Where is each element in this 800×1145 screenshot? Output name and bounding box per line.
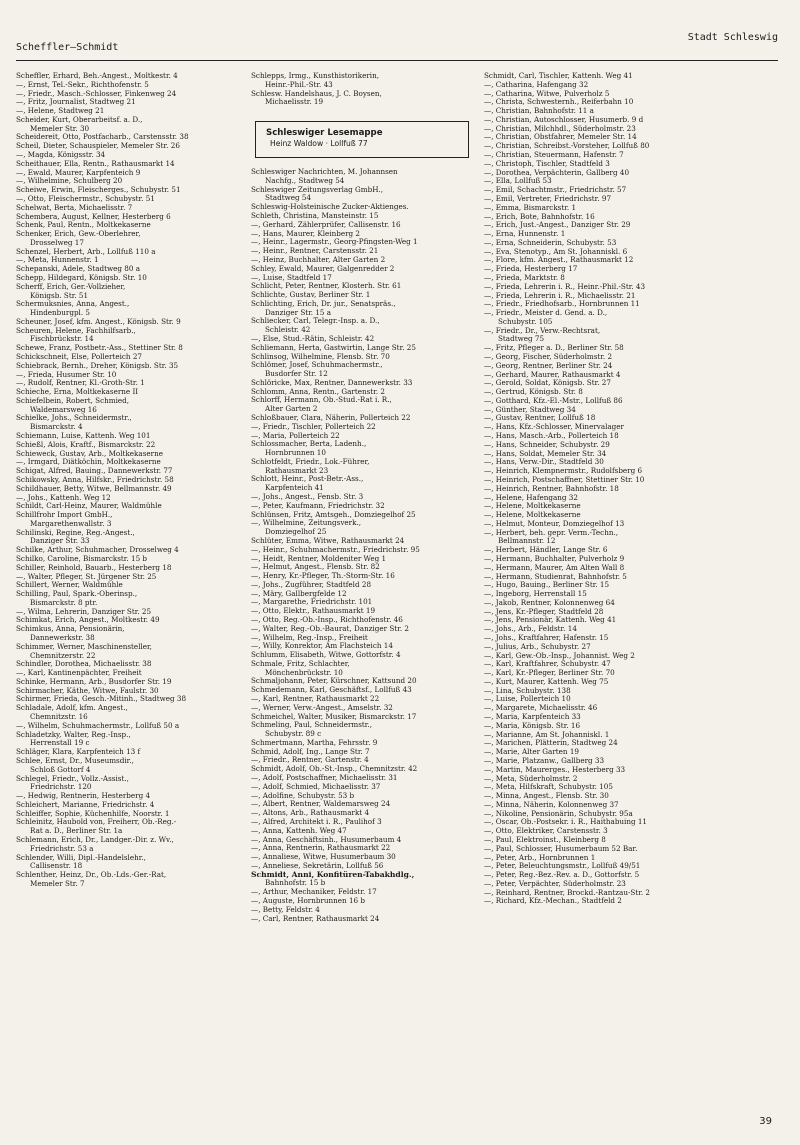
directory-entry: —, Johs., Kraftfahrer, Hafenstr. 15 (484, 634, 609, 642)
directory-entry: —, Jens, Pensionär, Kattenh. Weg 41 (484, 616, 617, 625)
directory-entry: —, Marichen, Plätterin, Stadtweg 24 (484, 739, 618, 748)
directory-entry: —, Minna, Angest., Flensb. Str. 30 (484, 792, 609, 801)
directory-entry: Schladetzky, Walter, Reg.-Insp., (16, 730, 131, 739)
directory-entry: —, Peter, Reg.-Bez.-Rev. a. D., Gottorfstr. 5 (484, 871, 640, 880)
directory-entry: —, Otto, Reg.-Ob.-Insp., Richthofenstr. 46 (251, 615, 403, 624)
directory-entry: —, Nikoline, Pensionärin, Schubystr. 95a (484, 809, 633, 818)
directory-entry: Schlicht, Peter, Rentner, Klosterh. Str. 61 (251, 282, 402, 291)
directory-entry: Schilke, Arthur, Schuhmacher, Drosselweg 4 (16, 546, 179, 555)
advertisement-subtitle: Heinz Waldow · Lollfuß 77 (270, 139, 368, 149)
directory-entry-continuation: Memeler Str. 30 (30, 124, 90, 133)
directory-entry: —, Heinr., Schuhmachermstr., Friedrichstr. 95 (251, 545, 420, 554)
directory-entry: —, Hans, Kfz.-Schlosser, Minervalager (484, 423, 624, 432)
directory-entry: —, Johs., Angest., Fensb. Str. 3 (251, 493, 364, 502)
directory-entry: —, Frieda, Husumer Str. 10 (16, 370, 117, 379)
directory-entry: Schleswiger Zeitungsverlag GmbH., (251, 185, 384, 194)
directory-entry: —, Hans, Schneider, Schubystr. 29 (484, 440, 610, 449)
directory-entry: —, Minna, Näherin, Kolonnenweg 37 (484, 800, 619, 809)
directory-entry: —, Christian, Obstfahrer, Memeler Str. 14 (484, 133, 637, 142)
directory-entry: Schmale, Fritz, Schlachter, (251, 659, 350, 668)
directory-entry: —, Paul, Schlosser, Husumerbaum 52 Bar. (484, 844, 638, 853)
directory-entry-continuation: Danziger Str. 15 a (265, 308, 332, 317)
directory-entry: Schlichte, Gustav, Berliner Str. 1 (251, 291, 371, 300)
directory-entry: Schilinski, Regine, Reg.-Angest., (16, 528, 135, 537)
directory-entry: —, Friedr., Masch.-Schlosser, Finkenweg 24 (16, 89, 177, 98)
directory-entry: —, Christian, Milchhdl., Süderholmstr. 23 (484, 124, 636, 133)
directory-entry: —, Hans, Masch.-Arb., Pollerteich 18 (484, 432, 619, 441)
directory-entry: —, Peter, Beleuchtungsmstr., Lollfuß 49/51 (484, 862, 641, 871)
directory-entry: Schelwat, Berta, Michaelisstr. 7 (16, 203, 133, 212)
directory-entry-continuation: Margarethenwallstr. 3 (30, 519, 112, 528)
directory-entry-continuation: Fischbrückstr. 14 (30, 335, 94, 344)
directory-entry: —, Ella, Lollfuß 53 (484, 177, 552, 186)
directory-entry: —, Willy, Konrektor, Am Flachsteich 14 (251, 642, 393, 651)
directory-entry: Schinke, Hermann, Arb., Busdorfer Str. 19 (16, 677, 172, 686)
directory-entry: —, Alfred, Architekt i. R., Paulihof 3 (251, 817, 382, 826)
directory-entry: Schlömer, Josef, Schuhmachermstr., (251, 361, 383, 370)
directory-entry: —, Christian, Schreibst.-Vorsteher, Lollfuß 80 (484, 142, 650, 151)
directory-entry: —, Friedr., Dr., Verw.-Rechtsrat, (484, 326, 601, 335)
directory-entry: —, Albert, Rentner, Waldemarsweg 24 (251, 800, 391, 809)
directory-entry: —, Gerhard, Maurer, Rathausmarkt 4 (484, 370, 621, 379)
directory-entry: Schlinsog, Wilhelmine, Flensb. Str. 70 (251, 352, 390, 361)
directory-entry: —, Gotthard, Kfz.-El.-Mstr., Lollfuß 86 (484, 396, 623, 405)
directory-entry: Schleichert, Marianne, Friedrichstr. 4 (16, 800, 155, 809)
directory-entry: —, Peter, Kaufmann, Friedrichstr. 32 (251, 501, 385, 510)
directory-entry: —, Gerold, Soldat, Königsb. Str. 27 (484, 379, 611, 388)
directory-entry: —, Erna, Hunnenstr. 1 (484, 230, 566, 239)
directory-entry: —, Peter, Verpächter, Süderholmstr. 23 (484, 879, 626, 888)
directory-entry: Schickschneit, Else, Pollerteich 27 (16, 353, 142, 361)
directory-entry-continuation: Heinr.-Phil.-Str. 43 (265, 80, 333, 89)
directory-entry-continuation: Chemnitzerstr. 22 (30, 651, 96, 660)
directory-entry: Schlüter, Emma, Witwe, Rathausmarkt 24 (251, 536, 405, 545)
directory-entry-continuation: Mönchenbrückstr. 10 (265, 668, 343, 677)
directory-entry: —, Altons, Arb., Rathausmarkt 4 (251, 809, 370, 818)
directory-entry: Schimkat, Erich, Angest., Moltkestr. 49 (16, 616, 160, 625)
directory-entry: —, Heinz, Buchhalter, Alter Garten 2 (251, 255, 386, 264)
directory-entry: Scheffler, Erhard, Beh.-Angest., Moltkestr. 4 (16, 72, 178, 80)
directory-entry: —, Adolf, Schmied, Michaelisstr. 37 (251, 782, 381, 791)
directory-entry-continuation: Callisenstr. 18 (30, 862, 83, 871)
directory-entry: —, Anna, Rentnerin, Rathausmarkt 22 (251, 844, 391, 853)
directory-entry-continuation: Bismarckstr. 4 (30, 423, 83, 432)
directory-entry-continuation: Schubystr. 89 c (265, 730, 322, 739)
directory-entry: Schläger, Klara, Karpfenteich 13 f (16, 748, 141, 757)
directory-entry: Schiller, Reinhold, Bauarb., Hesterberg 18 (16, 563, 172, 572)
directory-entry: Scheuner, Josef, kfm. Angest., Königsb. Str. 9 (16, 317, 181, 326)
directory-entry: —, Ingeborg, Herrenstall 15 (484, 590, 587, 599)
directory-entry: Schepanski, Adele, Stadtweg 80 a (16, 265, 141, 274)
directory-entry: Schermuksnies, Anna, Angest., (16, 300, 130, 309)
directory-entry: Schmaljohann, Peter, Kürschner, Kattsund 20 (251, 677, 417, 686)
directory-entry: Schleiffer, Sophie, Küchenhilfe, Noorstr. 1 (16, 809, 170, 818)
directory-entry: —, Helene, Hafengang 32 (484, 493, 578, 502)
directory-entry: —, Ewald, Maurer, Karpfenteich 9 (16, 168, 141, 177)
directory-entry: —, Carl, Rentner, Rathausmarkt 24 (251, 914, 380, 923)
directory-entry: Schleinitz, Haubold von, Freiherr, Ob.-Reg.- (16, 818, 177, 827)
column-3 (484, 72, 720, 906)
directory-entry-continuation: Karpfenteich 41 (265, 484, 324, 493)
directory-entry-continuation: Hindenburgpl. 5 (30, 309, 90, 318)
directory-entry: Schlegel, Friedr., Vollz.-Assist., (16, 774, 129, 783)
directory-entry: —, Christian, Autoschlosser, Husumerb. 9 d (484, 115, 644, 124)
directory-entry: Scheil, Dieter, Schauspieler, Memeler Str. 26 (16, 142, 180, 151)
directory-entry: Schildt, Carl-Heinz, Maurer, Waldmühle (16, 502, 162, 511)
directory-entry: —, Hermann, Buchhalter, Pulverholz 9 (484, 554, 625, 563)
directory-entry: —, Hans, Maurer, Kleinberg 2 (251, 229, 360, 238)
directory-entry: —, Marie, Platzanw., Gallberg 33 (484, 756, 605, 765)
directory-entry: Schliemann, Herta, Gastwirtin, Lange Str. 25 (251, 343, 416, 352)
directory-entry: Schlepps, Irmg., Kunsthistorikerin, (251, 72, 380, 80)
directory-entry: Schlünsen, Fritz, Amtsgeh., Domziegelhof 25 (251, 510, 416, 519)
directory-entry: —, Helmut, Monteur, Domziegelhof 13 (484, 519, 625, 528)
directory-entry: Schigat, Alfred, Bauing., Dannewerkstr. 77 (16, 467, 173, 476)
directory-entry: —, Wilhelm, Schuhmachermstr., Lollfuß 50 a (16, 721, 180, 730)
directory-entry: —, Christian, Steuermann, Hafenstr. 7 (484, 151, 624, 160)
directory-entry: —, Julius, Arb., Schubystr. 27 (484, 642, 591, 651)
directory-entry: —, Fritz, Pfleger a. D., Berliner Str. 58 (484, 344, 624, 353)
directory-entry: —, Frieda, Marktstr. 8 (484, 273, 565, 282)
directory-entry: —, Johs., Kattenh. Weg 12 (16, 493, 111, 502)
directory-entry: —, Frieda, Hesterberg 17 (484, 265, 578, 274)
directory-entry: —, Herbert, Händler, Lange Str. 6 (484, 546, 608, 555)
directory-entry-continuation: Busdorfer Str. 12 (265, 370, 328, 379)
directory-entry: —, Walter, Reg.-Ob.-Baurat, Danziger Str. 2 (251, 624, 409, 633)
page-number: 39 (759, 1116, 772, 1127)
directory-entry: —, Otto, Elektr., Rathausmarkt 19 (251, 607, 376, 616)
directory-entry: —, Frieda, Lehrerin i. R., Michaelisstr. 21 (484, 291, 636, 300)
directory-entry-continuation: Bahnhofstr. 15 b (265, 879, 326, 888)
directory-entry: —, Johs., Zugführer, Stadtfeld 28 (251, 580, 372, 589)
directory-entry: —, Gertrud, Königsb. Str. 8 (484, 388, 583, 397)
advertisement-title: Schleswiger Lesemappe (266, 128, 383, 139)
directory-entry: —, Meta, Süderholmstr. 2 (484, 774, 578, 783)
directory-entry: —, Friedr., Friedhofsarb., Hornbrunnen 11 (484, 300, 640, 309)
directory-entry: Schlotfeldt, Friedr., Lok.-Führer, (251, 457, 370, 466)
directory-entry: —, Jens, Kr.-Pfleger, Stadtfeld 28 (484, 607, 604, 616)
directory-entry: —, Friedr., Tischler, Pollerteich 22 (251, 422, 376, 431)
directory-entry: —, Anneliese, Sekretärin, Lollfuß 56 (251, 861, 384, 870)
directory-entry: Scheuren, Helene, Fachhilfsarb., (16, 326, 136, 335)
directory-entry: —, Maria, Pollerteich 22 (251, 431, 340, 440)
directory-entry: Schlomm, Anna, Rentn., Gartenstr. 2 (251, 387, 385, 396)
directory-entry-continuation: Waldemarsweg 16 (30, 405, 97, 414)
directory-entry: —, Hermann, Studienrat, Bahnhofstr. 5 (484, 572, 627, 581)
directory-entry: —, Betty, Feldstr. 4 (251, 905, 320, 914)
directory-entry: —, Walter, Pfleger, St. Jürgener Str. 25 (16, 572, 157, 581)
directory-entry: Schlumm, Elisabeth, Witwe, Gottorfstr. 4 (251, 651, 401, 660)
directory-entry: Scheider, Kurt, Oberarbeitsf. a. D., (16, 115, 143, 124)
directory-entry: Schlee, Ernst, Dr., Museumsdir., (16, 756, 134, 765)
directory-entry: —, Irmgard, Diätköchin, Moltkekaserne (16, 458, 161, 467)
directory-entry: Schiemann, Luise, Kattenh. Weg 101 (16, 432, 151, 441)
directory-entry-continuation: Rat a. D., Berliner Str. 1a (30, 827, 123, 836)
directory-entry: —, Meta, Hilfskraft, Schubystr. 105 (484, 783, 613, 792)
directory-entry-continuation: Herrenstall 19 c (30, 739, 90, 748)
directory-entry: Schiebrack, Bernh., Dreher, Königsb. Str. 35 (16, 361, 179, 370)
directory-entry: —, Margarethe, Friedrichstr. 101 (251, 598, 373, 607)
directory-entry: —, Dorothea, Verpächterin, Gallberg 40 (484, 168, 630, 177)
directory-entry: —, Lina, Schubystr. 138 (484, 686, 571, 695)
directory-entry: —, Annaliese, Witwe, Husumerbaum 30 (251, 853, 396, 862)
directory-entry: —, Ernst, Tel.-Sekr., Richthofenstr. 5 (16, 80, 149, 89)
directory-entry: —, Magda, Königsstr. 34 (16, 151, 106, 160)
directory-entry: —, Hedwig, Rentnerin, Hesterberg 4 (16, 792, 151, 801)
directory-entry: Schmeling, Paul, Schneidermstr., (251, 721, 372, 730)
directory-entry: —, Martin, Maurerges., Hesterberg 33 (484, 765, 626, 774)
directory-entry: Schildhauer, Betty, Witwe, Bellmannstr. 49 (16, 484, 172, 493)
directory-entry: Schieweck, Gustav, Arb., Moltkekaserne (16, 449, 163, 458)
directory-entry: —, Gustav, Rentner, Lollfuß 18 (484, 414, 596, 423)
directory-entry: —, Johs., Arb., Feldstr. 14 (484, 625, 577, 634)
directory-entry: —, Gerhard, Zählerprüfer, Callisenstr. 16 (251, 220, 401, 229)
directory-entry: —, Emil, Schachtmstr., Friedrichstr. 57 (484, 186, 627, 195)
directory-entry: —, Oscar, Ob.-Postsekr. i. R., Haithabuing 11 (484, 818, 648, 827)
directory-entry: —, Arthur, Mechaniker, Feldstr. 17 (251, 888, 377, 897)
directory-entry: —, Friedr., Meister d. Gend. a. D., (484, 309, 608, 318)
directory-entry-continuation: Alter Garten 2 (265, 405, 318, 414)
directory-entry: —, Maria, Karpfenteich 33 (484, 713, 581, 722)
directory-entry-continuation: Schleistr. 42 (265, 326, 311, 335)
directory-entry: —, Karl, Kantinenpächter, Freiheit (16, 669, 142, 678)
column-1 (16, 72, 252, 889)
directory-entry: —, Erich, Just.-Angest., Danziger Str. 29 (484, 221, 631, 230)
directory-entry: Schlichting, Erich, Dr. jur., Senatspräs., (251, 299, 396, 308)
directory-entry: —, Hans, Soldat, Memeler Str. 34 (484, 449, 607, 458)
directory-entry: —, Wilma, Lehrerin, Danziger Str. 25 (16, 607, 152, 616)
directory-entry: Schießl, Alois, Kraftf., Bismarckstr. 22 (16, 440, 156, 449)
directory-entry: —, Marianne, Am St. Johanniskl. 1 (484, 730, 610, 739)
directory-entry: —, Frieda, Lehrerin i. R., Heinr.-Phil.-Str. 43 (484, 282, 646, 291)
directory-entry: —, Marie, Alter Garten 19 (484, 748, 579, 757)
directory-entry: Schirmer, Frieda, Gesch.-Mitinh., Stadtweg 38 (16, 695, 187, 704)
directory-entry: —, Flore, kfm. Angest., Rathausmarkt 12 (484, 256, 634, 265)
advertisement-box (255, 121, 469, 158)
directory-entry-continuation: Stadtweg 54 (265, 194, 312, 203)
directory-entry: Schlöricke, Max, Rentner, Dannewerkstr. 33 (251, 378, 413, 387)
directory-entry: Schenk, Paul, Rentn., Moltkekaserne (16, 221, 151, 230)
directory-entry: Schmeichel, Walter, Musiker, Bismarckstr. 17 (251, 712, 417, 721)
directory-entry: Schmidt, Anni, Konfitüren-Tabakhdlg., (251, 870, 415, 879)
directory-entry: —, Heidt, Rentner, Moldeniter Weg 1 (251, 554, 387, 563)
directory-entry: Schlesw. Handelshaus, J. C. Boysen, (251, 89, 382, 98)
directory-entry: —, Helene, Stadtweg 21 (16, 107, 105, 116)
directory-entry-continuation: Memeler Str. 7 (30, 879, 85, 888)
directory-entry: —, Werner, Verw.-Angest., Amselstr. 32 (251, 703, 393, 712)
directory-entry: —, Henry, Kr.-Pfleger, Th.-Storm-Str. 16 (251, 572, 395, 581)
directory-entry: —, Hermann, Maurer, Am Alten Wall 8 (484, 563, 625, 572)
directory-entry: —, Adolf, Postschaffner, Michaelisstr. 31 (251, 774, 398, 783)
directory-entry-continuation: Nachfg., Stadtweg 54 (265, 176, 345, 185)
directory-entry: —, Otto, Elektriker, Carstensstr. 3 (484, 827, 608, 836)
directory-entry: Schiefelbein, Robert, Schmied, (16, 396, 130, 405)
directory-entry-continuation: Bismarckstr. 8 ptr. (30, 598, 98, 607)
directory-entry: Scheidereit, Otto, Postfacharb., Carstensstr. 38 (16, 133, 189, 142)
directory-entry: —, Peter, Arb., Hornbrunnen 1 (484, 853, 596, 862)
directory-entry: Schmedemann, Karl, Geschäftsf., Lollfuß 43 (251, 686, 412, 695)
directory-entry: Scherff, Erich, Ger.-Vollzieher, (16, 282, 126, 291)
directory-entry: —, Margarete, Michaelisstr. 46 (484, 704, 598, 713)
directory-entry-continuation: Stadtweg 75 (498, 335, 545, 344)
directory-entry: Schikowsky, Anna, Hilfskr., Friedrichstr. 58 (16, 475, 174, 484)
directory-entry: Schepp, Hildegard, Königsb. Str. 10 (16, 273, 147, 282)
directory-entry: Schliecker, Carl, Telegr.-Insp. a. D., (251, 317, 380, 326)
directory-entry: —, Jakob, Rentner, Kolonnenweg 64 (484, 598, 615, 607)
directory-entry-continuation: Domziegelhof 25 (265, 528, 327, 537)
directory-entry: Schlemann, Erich, Dr., Landger.-Dir. z. Wv., (16, 835, 174, 844)
directory-entry: Schleswiger Nachrichten, M. Johannsen (251, 168, 398, 177)
directory-entry: —, Kurt, Maurer, Kattenh. Weg 75 (484, 677, 609, 686)
directory-entry-continuation: Hornbrunnen 10 (265, 449, 326, 458)
directory-entry: Schmidt, Adolf, Ob.-St.-Insp., Chemnitzstr. 42 (251, 765, 418, 774)
directory-entry: —, Christa, Schwesternh., Reiferbahn 10 (484, 98, 634, 107)
directory-entry: —, Karl, Gew.-Ob.-Insp., Johannist. Weg 2 (484, 651, 635, 660)
directory-entry: —, Heinrich, Postschaffner, Stettiner Str. 10 (484, 475, 645, 484)
directory-entry: Schilko, Caroline, Bismarckstr. 15 b (16, 554, 148, 563)
directory-entry: Schenker, Erich, Gew.-Oberlehrer, (16, 230, 141, 239)
directory-entry-continuation: Chemnitzstr. 16 (30, 713, 88, 722)
directory-entry: —, Meta, Hunnenstr. 1 (16, 256, 99, 265)
directory-entry: —, Luise, Pollerteich 10 (484, 695, 571, 704)
directory-entry: —, Erich, Bote, Bahnhofstr. 16 (484, 212, 595, 221)
directory-entry-continuation: Drosselweg 17 (30, 238, 84, 247)
directory-entry: —, Helene, Moltkekaserne (484, 502, 581, 511)
directory-entry-continuation: Michaelisstr. 19 (265, 98, 324, 107)
directory-entry: —, Paul, Elektroinst., Kleinberg 8 (484, 835, 606, 844)
directory-entry: —, Helene, Moltkekaserne (484, 511, 581, 520)
directory-entry: —, Karl, Rentner, Rathausmarkt 22 (251, 695, 380, 703)
directory-entry: —, Otto, Fleischermstr., Schubystr. 51 (16, 194, 155, 203)
directory-entry: Schirmacher, Käthe, Witwe, Faulstr. 30 (16, 686, 159, 695)
directory-entry: Schimkus, Anna, Pensionärin, (16, 625, 125, 634)
directory-entry: —, Rudolf, Rentner, Kl.-Groth-Str. 1 (16, 379, 145, 388)
directory-entry: Scheithauer, Ella, Rentn., Rathausmarkt 14 (16, 159, 175, 168)
directory-entry: —, Catharina, Hafengang 32 (484, 80, 589, 89)
directory-entry: Schlenther, Heinz, Dr., Ob.-Lds.-Ger.-Rat, (16, 871, 167, 880)
directory-entry: Schleswig-Holsteinische Zucker-Aktienges. (251, 203, 409, 212)
directory-entry: Schilling, Paul, Spark.-Oberinsp., (16, 590, 138, 599)
directory-entry: —, Fritz, Journalist, Stadtweg 21 (16, 98, 136, 107)
directory-entry: Schley, Ewald, Maurer, Galgenredder 2 (251, 264, 395, 273)
directory-entry: —, Günther, Stadtweg 34 (484, 405, 576, 414)
directory-entry-continuation: Rathausmarkt 23 (265, 466, 329, 475)
directory-entry: Schmertmann, Martha, Fehrsstr. 9 (251, 738, 378, 747)
directory-entry: —, Luise, Stadtfeld 17 (251, 273, 332, 282)
directory-entry: Schenzel, Herbert, Arb., Lollfuß 110 a (16, 247, 156, 256)
header-city: Stadt Schleswig (687, 32, 778, 43)
directory-entry-continuation: Danziger Str. 33 (30, 537, 90, 546)
directory-entry-continuation: Bellmannstr. 12 (498, 537, 556, 546)
directory-entry: Schlorff, Hermann, Ob.-Stud.-Rat i. R., (251, 396, 392, 405)
directory-entry: —, Adolfine, Schubystr. 53 b (251, 791, 355, 800)
directory-entry: —, Hans, Verw.-Dir., Stadtfeld 30 (484, 458, 604, 467)
directory-entry: —, Märy, Gallbergfelde 12 (251, 589, 347, 598)
directory-entry: Schillfrohr Import GmbH., (16, 511, 113, 520)
header-rule (16, 60, 778, 61)
directory-entry: —, Helmut, Angest., Flensb. Str. 82 (251, 563, 380, 572)
header-range: Scheffler—Schmidt (16, 42, 119, 53)
directory-entry-continuation: Friedrichstr. 53 a (30, 844, 94, 853)
directory-entry: Schewe, Franz, Postbetr.-Ass., Stettiner Str. 8 (16, 344, 183, 353)
directory-entry: Scheiwe, Erwin, Fleischerges., Schubystr. 51 (16, 186, 181, 195)
directory-entry: —, Erna, Schneiderin, Schubystr. 53 (484, 238, 617, 247)
directory-entry: —, Georg, Rentner, Berliner Str. 24 (484, 361, 613, 370)
directory-entry: —, Eva, Stenotyp., Am St. Johanniskl. 6 (484, 247, 628, 256)
directory-entry: —, Heinr., Rentner, Carstensstr. 21 (251, 247, 379, 256)
directory-entry-continuation: Dannewerkstr. 38 (30, 634, 95, 642)
directory-entry: —, Christoph, Tischler, Stadtfeld 3 (484, 159, 610, 168)
directory-entry: Schloßbauer, Clara, Näherin, Pollerteich 22 (251, 414, 411, 422)
directory-entry: —, Georg, Fischer, Süderholmstr. 2 (484, 353, 613, 361)
directory-entry: —, Karl, Kr.-Pfleger, Berliner Str. 70 (484, 669, 615, 678)
directory-entry: —, Heinrich, Klempnermstr., Rudolfsberg 6 (484, 467, 643, 476)
directory-entry: Schlossmacher, Berta, Ladenh., (251, 440, 367, 449)
directory-entry: Schleth, Christina, Mansteinstr. 15 (251, 212, 379, 221)
directory-entry: —, Emil, Vertreter, Friedrichstr. 97 (484, 194, 612, 203)
directory-entry: Schielke, Johs., Schneidermstr., (16, 414, 132, 423)
column-2 (251, 72, 487, 923)
directory-entry: —, Heinrich, Rentner, Bahnhofstr. 18 (484, 484, 619, 493)
directory-entry: Schimmer, Werner, Maschinensteller, (16, 642, 152, 651)
directory-entry-continuation: Schubystr. 105 (498, 317, 553, 326)
directory-entry: —, Auguste, Hornbrunnen 16 b (251, 896, 365, 905)
directory-entry: —, Hugo, Bauing., Berliner Str. 15 (484, 581, 610, 590)
directory-entry-continuation: Friedrichstr. 120 (30, 783, 92, 792)
directory-entry: Schladale, Adolf, kfm. Angest., (16, 704, 128, 713)
directory-entry-continuation: Königsb. Str. 51 (30, 291, 89, 300)
directory-entry: —, Christian, Bahnhofstr. 11 a (484, 107, 594, 116)
directory-entry: —, Richard, Kfz.-Mechan., Stadtfeld 2 (484, 897, 622, 906)
directory-entry: —, Friedr., Rentner, Gartenstr. 4 (251, 756, 369, 765)
directory-entry: —, Wilhelm, Reg.-Insp., Freiheit (251, 633, 368, 642)
directory-entry: Schlender, Willi, Dipl.-Handelslehr., (16, 853, 146, 862)
directory-entry: —, Anna, Kattenh. Weg 47 (251, 826, 347, 835)
directory-entry: —, Karl, Kraftfahrer, Schubystr. 47 (484, 660, 611, 669)
directory-entry: Schieche, Erna, Moltkekaserne II (16, 388, 139, 397)
directory-entry: —, Wilhelmine, Schulberg 20 (16, 177, 123, 186)
directory-entry: —, Heinr., Lagermstr., Georg-Pfingsten-Weg 1 (251, 238, 418, 247)
directory-entry: —, Herbert, beh. gepr. Verm.-Techn., (484, 528, 619, 537)
directory-entry: Schembera, August, Kellner, Hesterberg 6 (16, 212, 171, 221)
directory-entry: —, Reinhard, Rentner, Brockd.-Rantzau-Str. 2 (484, 888, 650, 897)
directory-entry: —, Anna, Geschäftsinh., Husumerbaum 4 (251, 835, 402, 844)
directory-entry-continuation: Schloß Gottorf 4 (30, 765, 91, 774)
directory-entry: Schindler, Dorothea, Michaelisstr. 38 (16, 660, 152, 669)
directory-entry: —, Emma, Bismarckstr. 1 (484, 203, 577, 212)
directory-entry: Schmidt, Carl, Tischler, Kattenh. Weg 41 (484, 72, 633, 80)
directory-entry: —, Maria, Königsb. Str. 16 (484, 721, 581, 730)
directory-entry: Schillert, Werner, Waldmühle (16, 581, 123, 590)
directory-entry: Schmid, Adolf, Ing., Lange Str. 7 (251, 747, 370, 756)
directory-entry: —, Wilhelmine, Zeitungsverk., (251, 519, 362, 528)
directory-entry: —, Catharina, Witwe, Pulverholz 5 (484, 89, 610, 98)
directory-entry: Schlott, Heinr., Post-Betr.-Ass., (251, 475, 364, 484)
directory-entry: —, Else, Stud.-Rätin, Schleistr. 42 (251, 334, 375, 343)
page-header (16, 30, 778, 52)
